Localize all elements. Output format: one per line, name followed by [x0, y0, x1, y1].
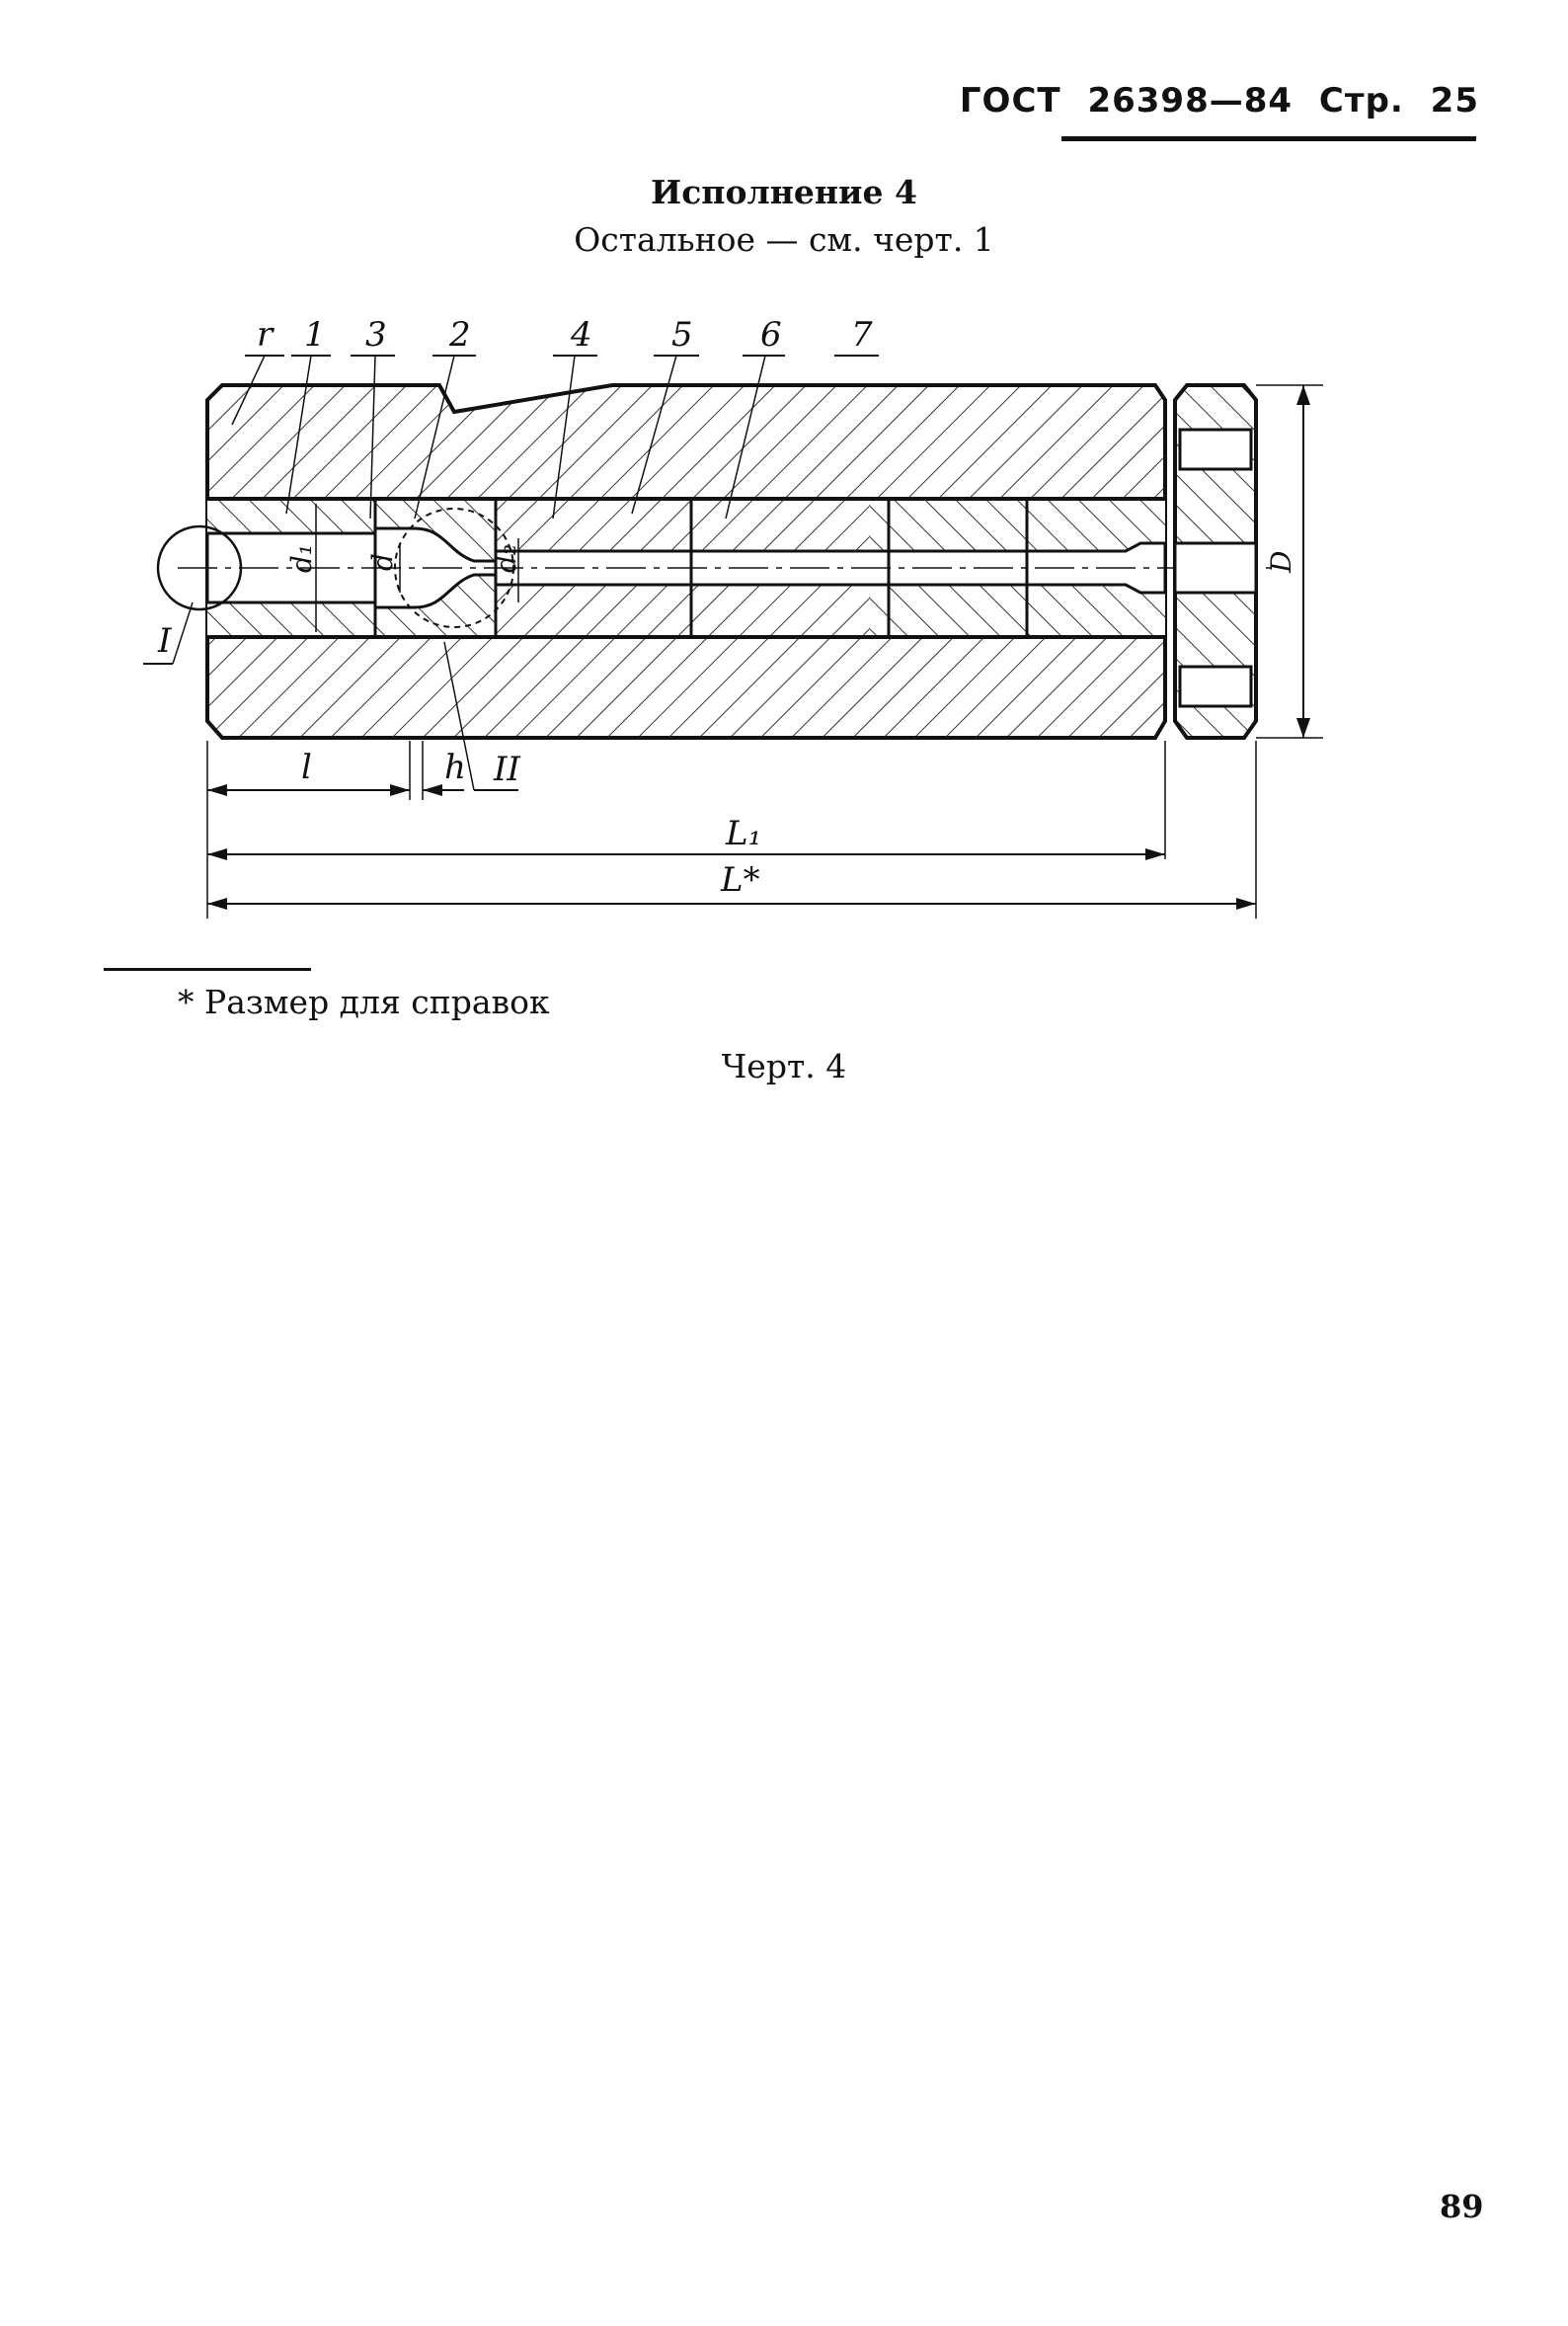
dim-label-d2: d₂ [490, 543, 522, 573]
page-number: 25 [1430, 81, 1479, 120]
dim-label-D: D [1265, 550, 1297, 573]
footnote: * Размер для справок [178, 983, 550, 1021]
nut-section [1175, 385, 1256, 738]
part-label-4: 4 [571, 315, 592, 355]
footnote-rule [104, 968, 311, 971]
dim-label-L1: L₁ [726, 814, 762, 853]
technical-drawing [158, 306, 1402, 938]
execution-title: Исполнение 4 [651, 173, 917, 211]
body-section [178, 385, 1274, 738]
dim-label-h: h [444, 748, 466, 787]
page-header [946, 81, 1479, 120]
page-label: Стр. [1318, 81, 1404, 120]
dim-label-l: l [301, 748, 312, 787]
header-rule [1061, 136, 1476, 141]
part-label-1: 1 [304, 315, 326, 355]
execution-subtitle: Остальное — см. черт. 1 [574, 220, 994, 259]
part-label-2: 2 [449, 315, 471, 355]
dim-label-d1: d₁ [285, 543, 318, 573]
part-label-5: 5 [671, 315, 693, 355]
part-label-6: 6 [760, 315, 782, 355]
figure-caption: Черт. 4 [721, 1047, 847, 1085]
dim-label-L: L* [721, 860, 760, 900]
view-label-II: II [494, 750, 520, 789]
view-label-I: I [158, 621, 172, 661]
standard-label: ГОСТ [959, 81, 1061, 120]
part-label-3: 3 [365, 315, 387, 355]
length-dimensions [207, 741, 1256, 919]
standard-number: 26398—84 [1087, 81, 1294, 120]
dim-label-d: d [366, 553, 399, 571]
part-label-7: 7 [851, 315, 873, 355]
page-number-bottom: 89 [1440, 2188, 1484, 2225]
part-label-r: r [257, 315, 274, 355]
